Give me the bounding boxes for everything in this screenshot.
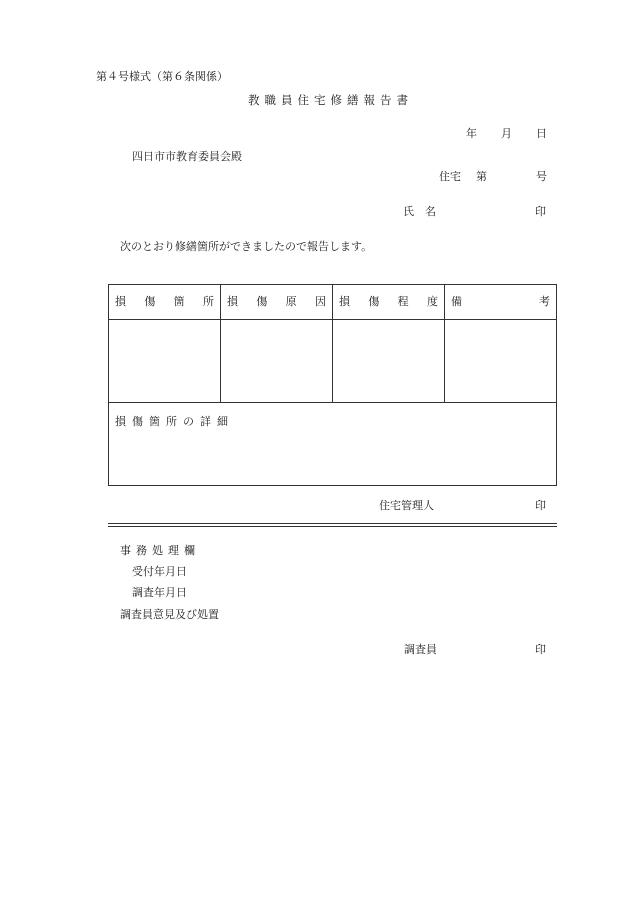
remarks-cell[interactable] [445,320,557,403]
received-date-label: 受付年月日 [132,565,187,578]
housing-no-suffix: 号 [536,170,547,183]
office-heading: 事務処理欄 [120,544,200,557]
damage-degree-cell[interactable] [333,320,445,403]
intro-text: 次のとおり修繕箇所ができましたので報告します。 [120,240,373,253]
header-remarks: 備 考 [445,285,557,320]
damage-detail-cell[interactable] [109,403,557,486]
damage-location-cell[interactable] [109,320,221,403]
survey-date-label: 調査年月日 [132,586,187,599]
day-label: 日 [536,127,547,140]
header-damage-cause: 損 傷 原 因 [221,285,333,320]
seal-mark: 印 [535,205,546,218]
damage-table [108,284,557,486]
damage-cause-cell[interactable] [221,320,333,403]
header-damage-degree: 損 傷 程 度 [333,285,445,320]
divider-line-top [108,523,557,524]
month-label: 月 [501,127,512,140]
opinion-label: 調査員意見及び処置 [120,608,219,621]
detail-row [109,403,557,486]
name-label: 氏 名 [403,205,436,218]
header-damage-location: 損 傷 箇 所 [109,285,221,320]
form-number: 第４号様式（第６条関係） [96,70,228,83]
manager-seal: 印 [535,499,546,512]
investigator-label: 調査員 [404,643,437,656]
addressee: 四日市市教育委員会殿 [132,150,242,163]
table-row [109,320,557,403]
housing-label: 住宅 [439,170,461,183]
year-label: 年 [466,127,477,140]
housing-no-prefix: 第 [476,170,487,183]
investigator-seal: 印 [535,643,546,656]
manager-label: 住宅管理人 [379,499,434,512]
divider-line-bottom [108,526,557,527]
table-header-row [109,285,557,320]
document-title: 教職員住宅修繕報告書 [248,93,413,107]
damage-detail-label: 損傷箇所の詳細 [115,415,234,428]
